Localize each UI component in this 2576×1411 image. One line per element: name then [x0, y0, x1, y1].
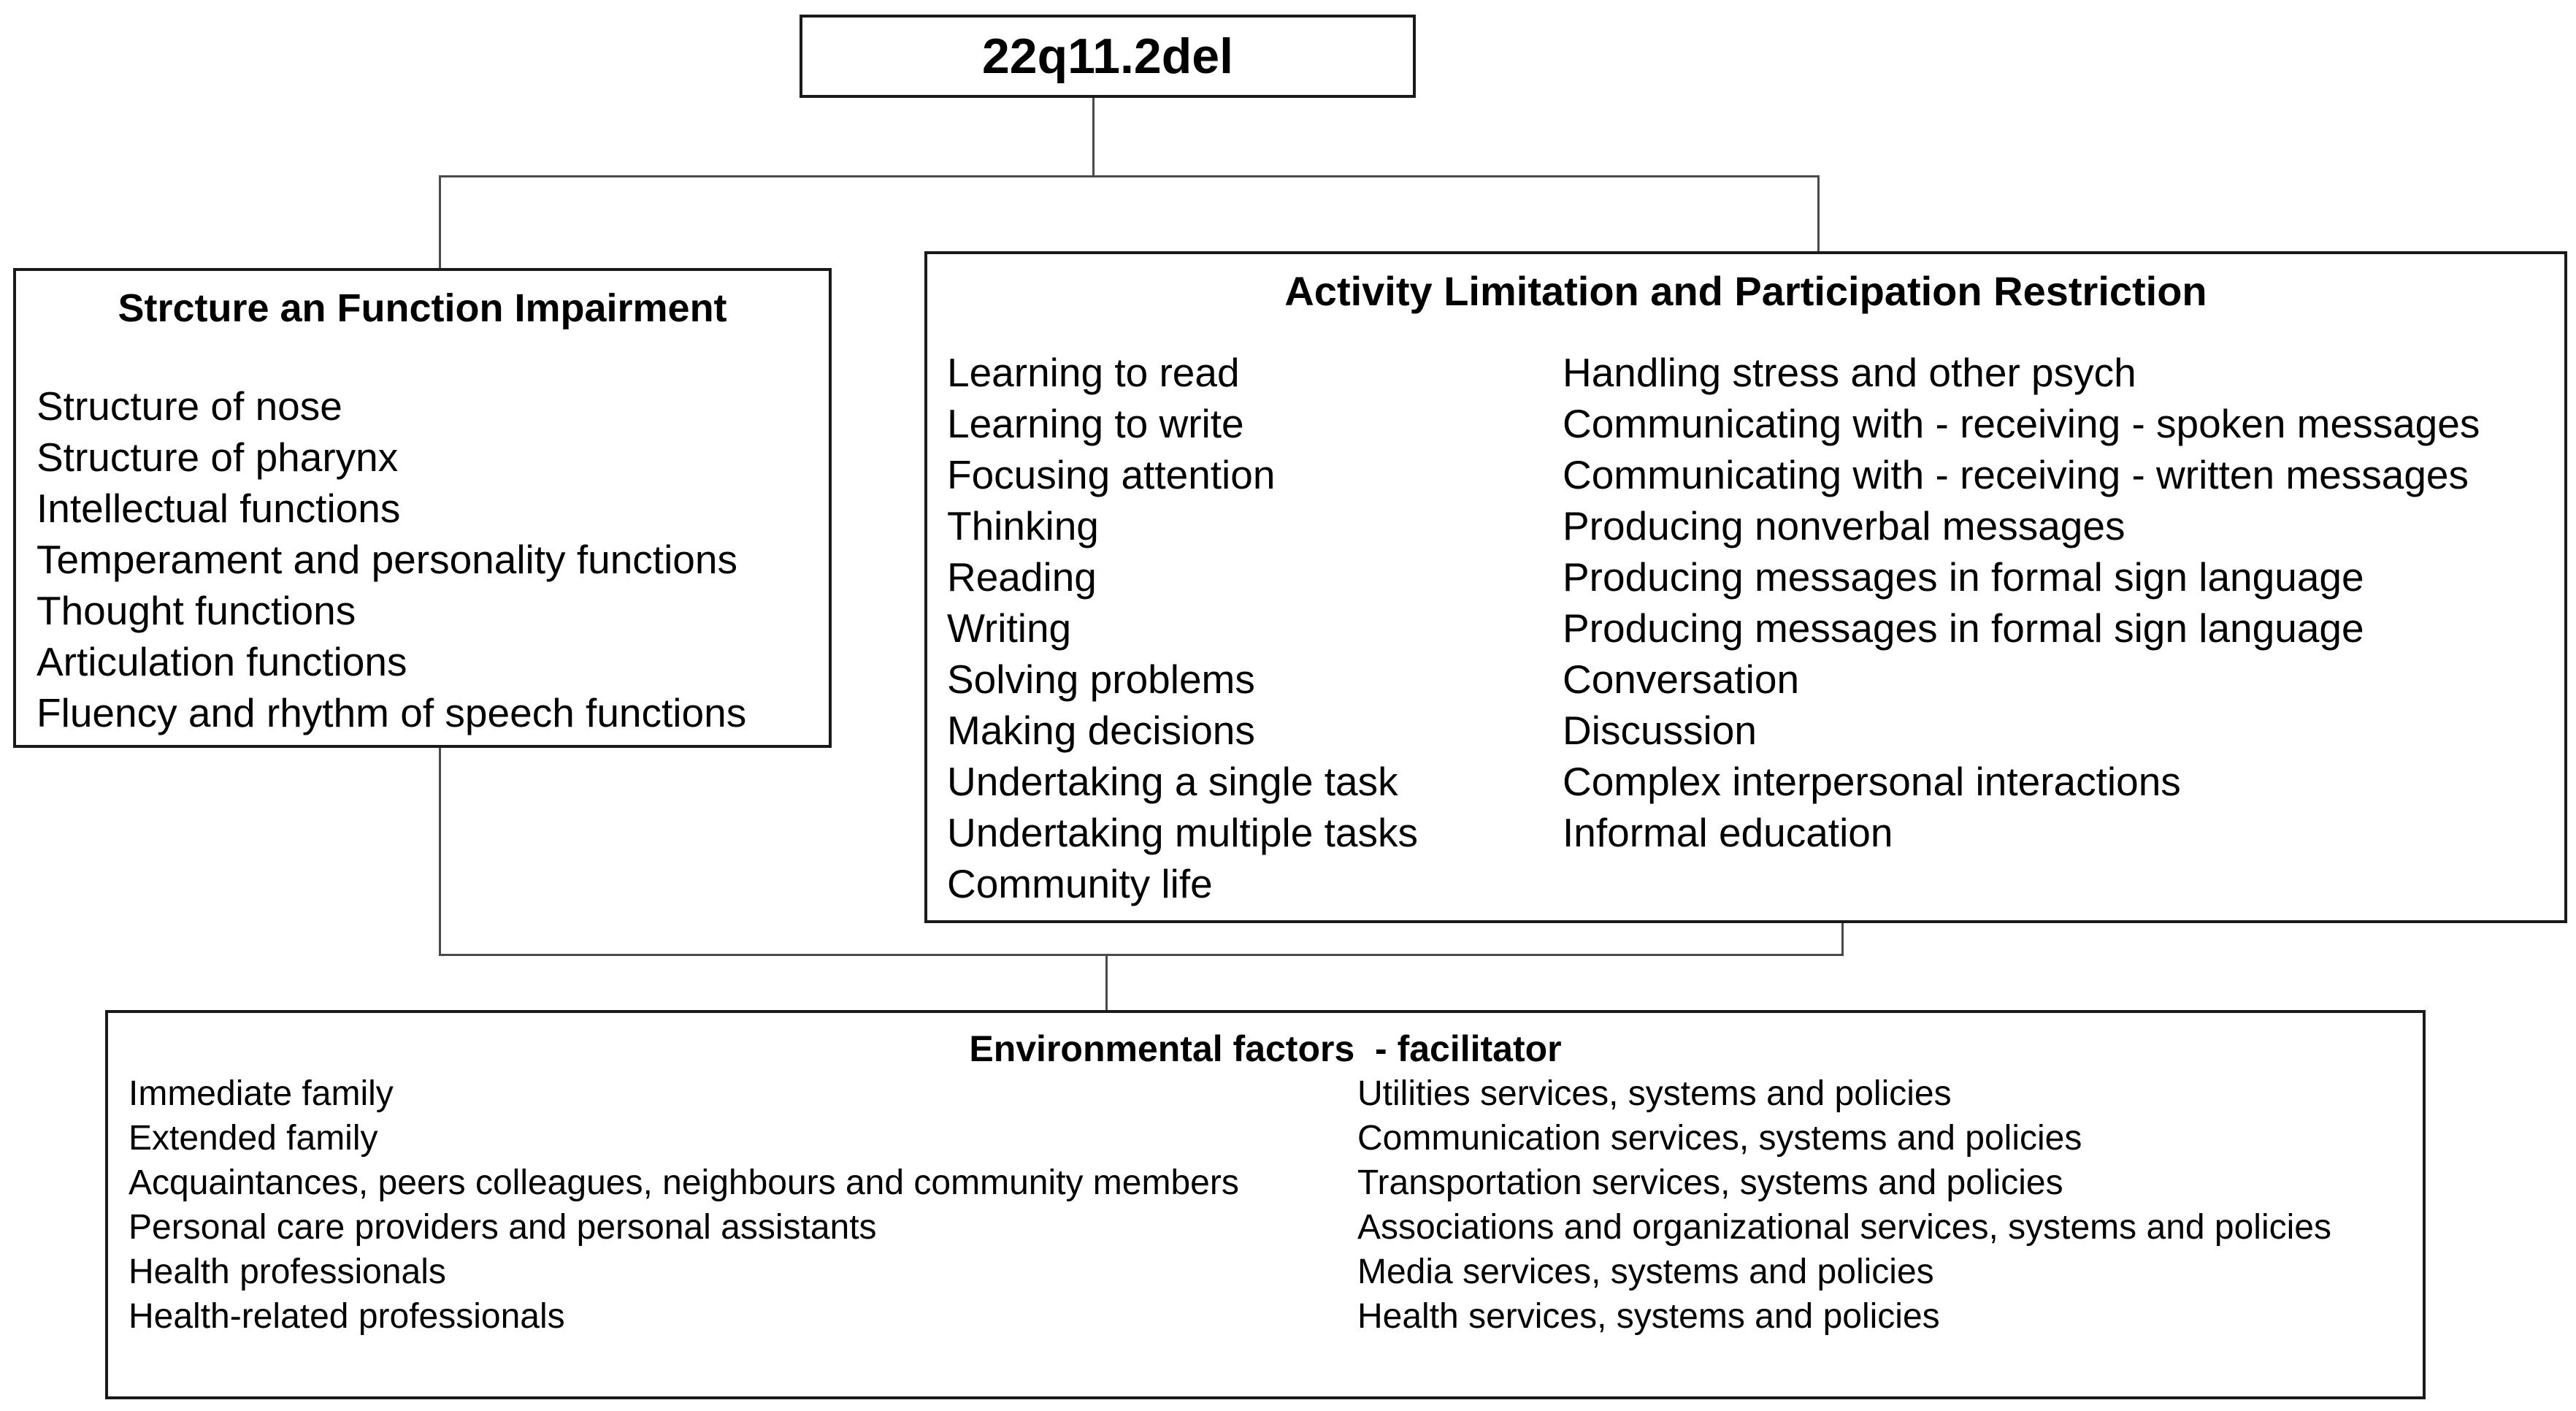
activity-list-column-1 — [947, 347, 1418, 909]
list-item: Complex interpersonal interactions — [1563, 759, 2181, 804]
list-item: Structure of nose — [37, 383, 342, 429]
structure-function-title: Strcture an Function Impairment — [118, 286, 727, 330]
list-item: Temperament and personality functions — [37, 537, 737, 582]
activity-participation-title: Activity Limitation and Participation Restriction — [1284, 268, 2207, 314]
list-item: Communicating with - receiving - spoken messages — [1563, 401, 2480, 446]
list-item: Media services, systems and policies — [1357, 1253, 1934, 1291]
list-item: Reading — [947, 554, 1097, 600]
list-item: Communication services, systems and policies — [1357, 1119, 2082, 1158]
list-item: Undertaking multiple tasks — [947, 810, 1419, 855]
list-item: Extended family — [129, 1119, 378, 1158]
connector-top-horizontal — [439, 175, 1820, 177]
list-item: Learning to read — [947, 350, 1240, 395]
list-item: Health services, systems and policies — [1357, 1297, 1940, 1336]
list-item: Producing messages in formal sign language — [1563, 554, 2364, 600]
environment-list-column-1 — [129, 1071, 1239, 1339]
list-item: Producing nonverbal messages — [1563, 503, 2125, 548]
list-item: Producing messages in formal sign language — [1563, 605, 2364, 651]
connector-activity-box-down — [1841, 923, 1844, 956]
connector-to-environment-box — [1105, 954, 1108, 1010]
connector-bottom-horizontal — [439, 954, 1844, 956]
root-node — [800, 15, 1416, 98]
list-item: Discussion — [1563, 708, 1757, 753]
list-item: Health professionals — [129, 1253, 446, 1291]
list-item: Utilities services, systems and policies — [1357, 1074, 1952, 1113]
list-item: Structure of pharynx — [37, 435, 399, 480]
connector-root-down — [1092, 98, 1095, 177]
environmental-factors-box — [105, 1010, 2426, 1399]
connector-to-structure-box — [439, 175, 441, 268]
structure-function-list — [37, 381, 746, 738]
list-item: Focusing attention — [947, 452, 1276, 497]
list-item: Undertaking a single task — [947, 759, 1398, 804]
list-item: Transportation services, systems and policies — [1357, 1163, 2063, 1202]
connector-structure-box-down — [439, 748, 441, 956]
connector-to-activity-box — [1817, 175, 1820, 251]
list-item: Handling stress and other psych — [1563, 350, 2136, 395]
list-item: Making decisions — [947, 708, 1255, 753]
list-item: Intellectual functions — [37, 486, 401, 531]
list-item: Personal care providers and personal assistants — [129, 1208, 877, 1247]
list-item: Writing — [947, 605, 1072, 651]
list-item: Thinking — [947, 503, 1099, 548]
list-item: Community life — [947, 861, 1213, 906]
list-item: Articulation functions — [37, 639, 407, 684]
environmental-factors-title: Environmental factors - facilitator — [969, 1028, 1562, 1069]
list-item: Fluency and rhythm of speech functions — [37, 690, 747, 735]
environment-list-column-2 — [1357, 1071, 2331, 1339]
list-item: Health-related professionals — [129, 1297, 565, 1336]
root-title: 22q11.2del — [981, 28, 1234, 84]
list-item: Associations and organizational services, systems and policies — [1357, 1208, 2331, 1247]
list-item: Communicating with - receiving - written messages — [1563, 452, 2469, 497]
list-item: Solving problems — [947, 657, 1255, 702]
list-item: Learning to write — [947, 401, 1244, 446]
list-item: Informal education — [1563, 810, 1893, 855]
activity-participation-box — [924, 251, 2567, 923]
list-item: Thought functions — [37, 588, 356, 633]
list-item: Immediate family — [129, 1074, 394, 1113]
list-item: Acquaintances, peers colleagues, neighbours and community members — [129, 1163, 1239, 1202]
activity-list-column-2 — [1563, 347, 2480, 858]
list-item: Conversation — [1563, 657, 1800, 702]
structure-function-box — [13, 268, 832, 748]
